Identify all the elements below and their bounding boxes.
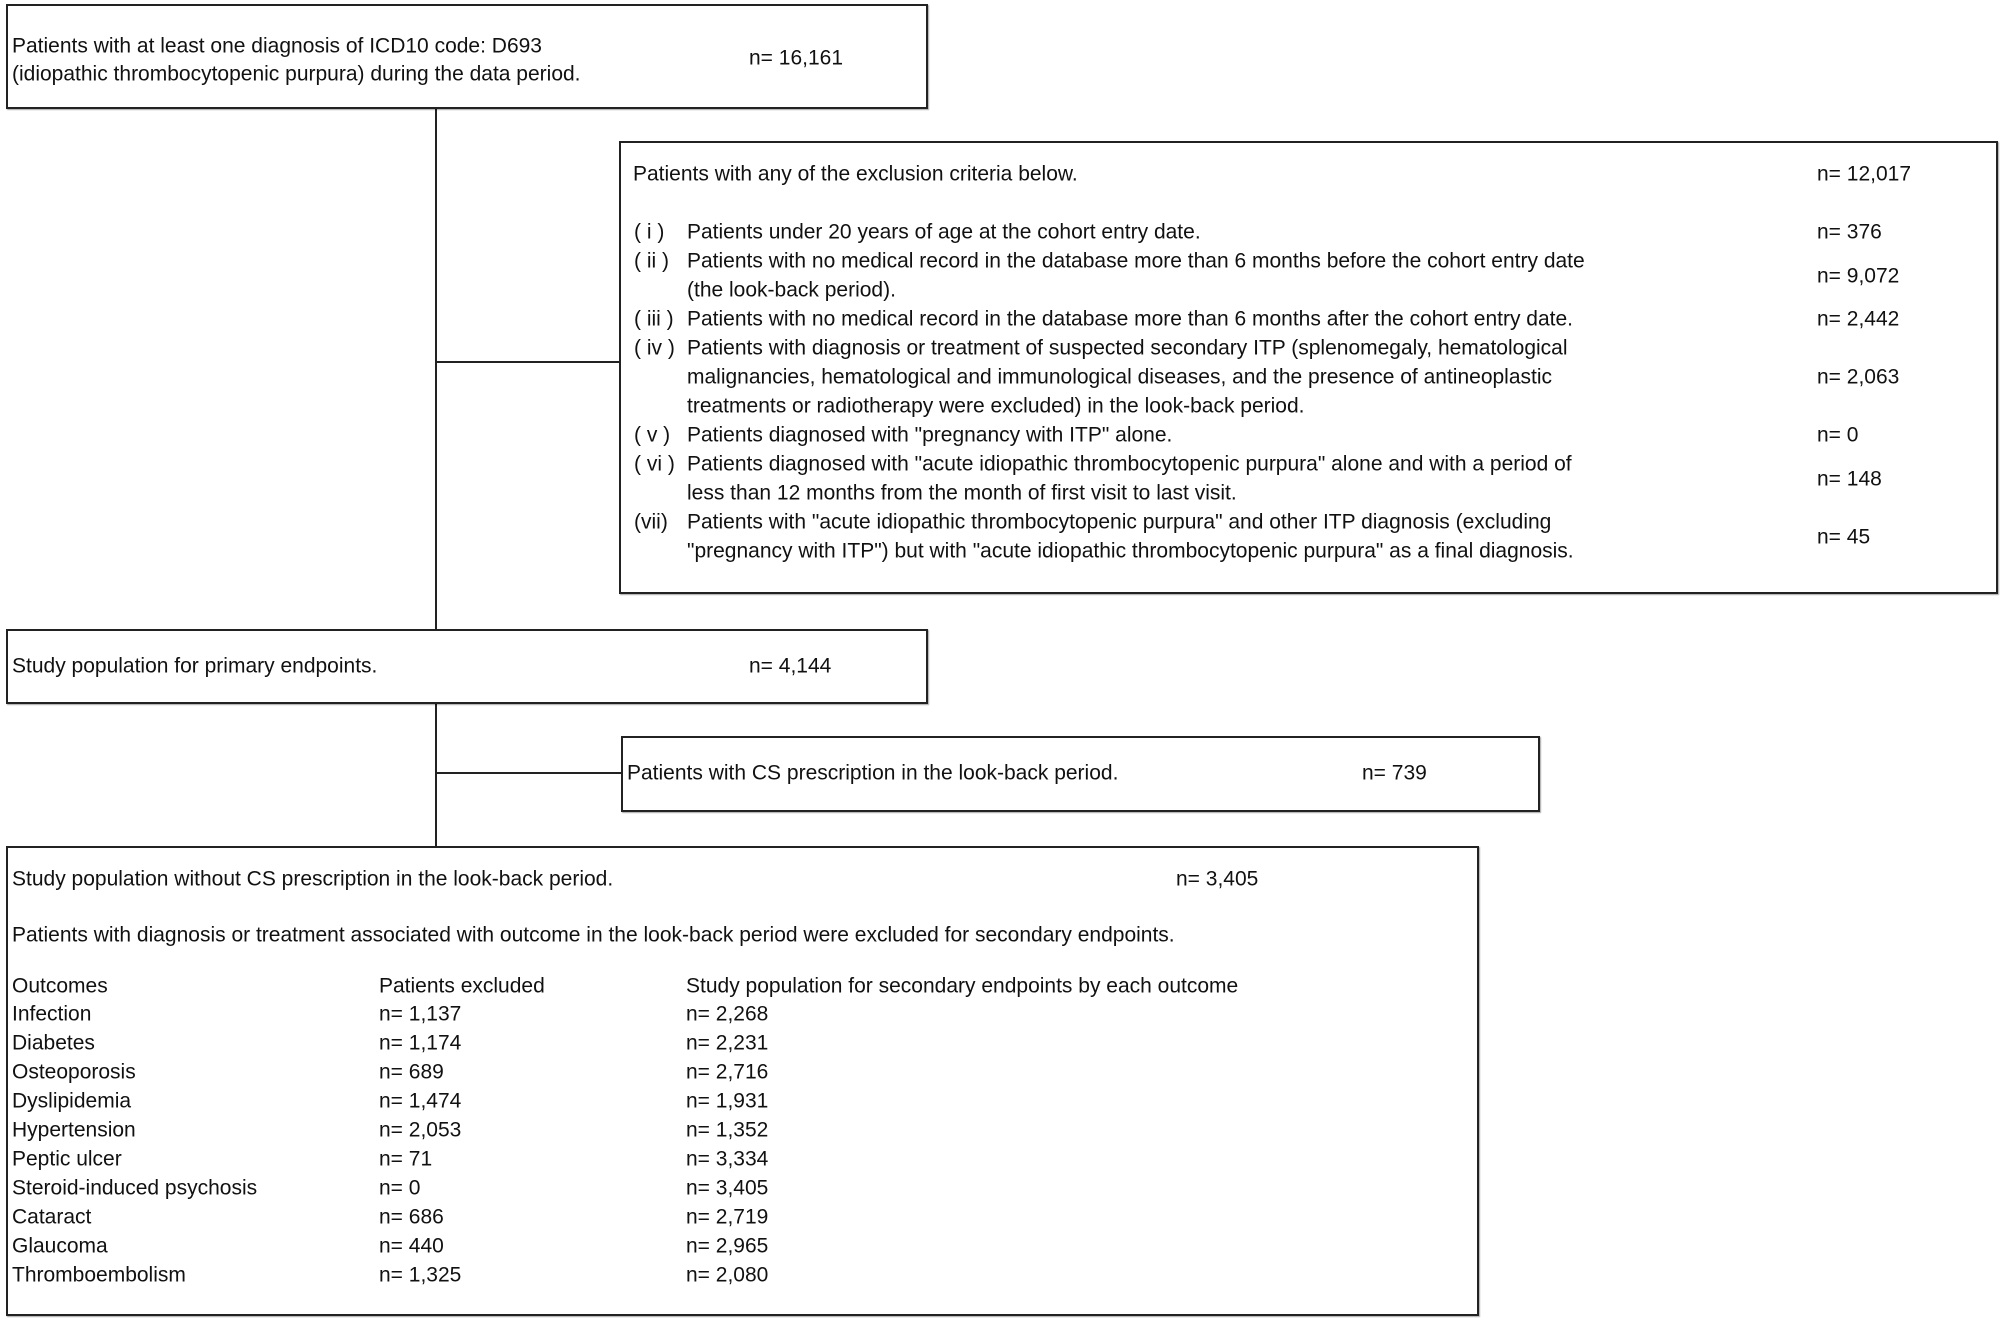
criterion-label: (vii) — [634, 510, 668, 534]
secondary-note: Patients with diagnosis or treatment associated with outcome in the look-back period were excluded for secondary endpoints. — [12, 923, 1175, 947]
criterion-count: n= 2,442 — [1817, 307, 1900, 331]
outcome-name: Steroid-induced psychosis — [12, 1176, 258, 1200]
criterion-text-line: Patients diagnosed with "acute idiopathic thrombocytopenic purpura" alone and with a period of — [687, 452, 1572, 476]
cs-count: n= 739 — [1362, 761, 1427, 785]
cs-prescription-box — [621, 736, 1540, 812]
criterion-count: n= 45 — [1817, 525, 1871, 548]
criterion-text-line: (the look-back period). — [687, 278, 896, 302]
criterion-text-line: less than 12 months from the month of first visit to last visit. — [687, 481, 1237, 505]
outcome-name: Thromboembolism — [12, 1263, 186, 1287]
criterion-label: ( iv ) — [634, 336, 675, 360]
outcome-study-count: n= 2,719 — [686, 1205, 769, 1229]
exclusion-total-count: n= 12,017 — [1817, 162, 1912, 186]
primary-count: n= 4,144 — [749, 654, 832, 678]
connector-to-cs — [435, 772, 622, 774]
exclusion-criteria-box — [619, 141, 1998, 594]
outcome-excluded-count: n= 0 — [379, 1176, 421, 1200]
outcome-excluded-count: n= 1,474 — [379, 1089, 462, 1113]
outcome-study-count: n= 2,231 — [686, 1031, 769, 1055]
outcome-name: Glaucoma — [12, 1234, 108, 1258]
outcome-study-count: n= 2,716 — [686, 1060, 769, 1084]
outcome-name: Osteoporosis — [12, 1060, 136, 1084]
outcome-study-count: n= 1,352 — [686, 1118, 769, 1142]
outcome-excluded-count: n= 1,325 — [379, 1263, 462, 1287]
criterion-text-line: Patients with diagnosis or treatment of suspected secondary ITP (splenomegaly, hematological — [687, 336, 1568, 360]
criterion-text-line: treatments or radiotherapy were excluded) in the look-back period. — [687, 394, 1305, 418]
outcome-name: Infection — [12, 1002, 92, 1026]
criterion-label: ( iii ) — [634, 307, 674, 331]
secondary-title: Study population without CS prescription in the look-back period. — [12, 867, 614, 891]
outcome-excluded-count: n= 2,053 — [379, 1118, 462, 1142]
primary-endpoints-box — [6, 629, 928, 704]
outcome-study-count: n= 3,405 — [686, 1176, 769, 1200]
connector-main-lower — [435, 702, 437, 847]
criterion-label: ( vi ) — [634, 452, 675, 476]
criterion-count: n= 0 — [1817, 423, 1859, 447]
criterion-text-line: malignancies, hematological and immunological diseases, and the presence of antineoplastic — [687, 365, 1553, 389]
criterion-text-line: Patients with no medical record in the database more than 6 months before the cohort entry date — [687, 249, 1585, 273]
initial-line-1: Patients with at least one diagnosis of ICD10 code: D693 — [12, 34, 542, 58]
primary-label: Study population for primary endpoints. — [12, 654, 378, 678]
outcome-study-count: n= 2,965 — [686, 1234, 769, 1258]
outcome-name: Dyslipidemia — [12, 1089, 132, 1113]
criterion-text-line: "pregnancy with ITP") but with "acute idiopathic thrombocytopenic purpura" as a final diagnosis. — [687, 539, 1574, 563]
column-header-excluded: Patients excluded — [379, 974, 545, 998]
criterion-count: n= 376 — [1817, 220, 1882, 244]
initial-line-2: (idiopathic thrombocytopenic purpura) during the data period. — [12, 62, 581, 86]
initial-count: n= 16,161 — [749, 46, 844, 70]
outcome-excluded-count: n= 686 — [379, 1205, 444, 1229]
outcome-excluded-count: n= 1,174 — [379, 1031, 462, 1055]
column-header-outcomes: Outcomes — [12, 974, 108, 998]
outcome-name: Hypertension — [12, 1118, 136, 1142]
outcome-name: Peptic ulcer — [12, 1147, 122, 1171]
outcome-name: Cataract — [12, 1205, 92, 1229]
criterion-label: ( i ) — [634, 220, 665, 244]
outcome-study-count: n= 2,080 — [686, 1263, 769, 1287]
criterion-text-line: Patients diagnosed with "pregnancy with ITP" alone. — [687, 423, 1173, 447]
outcome-excluded-count: n= 440 — [379, 1234, 444, 1258]
column-header-study-population: Study population for secondary endpoints by each outcome — [686, 974, 1239, 998]
outcome-study-count: n= 1,931 — [686, 1089, 769, 1113]
criterion-count: n= 148 — [1817, 467, 1882, 490]
criterion-text-line: Patients with no medical record in the database more than 6 months after the cohort entry date. — [687, 307, 1573, 331]
secondary-endpoints-box — [6, 846, 1479, 1316]
outcome-excluded-count: n= 1,137 — [379, 1002, 462, 1026]
connector-to-exclusion — [435, 361, 620, 363]
secondary-count: n= 3,405 — [1176, 867, 1259, 891]
criterion-label: ( ii ) — [634, 249, 669, 273]
connector-main-upper — [435, 108, 437, 630]
exclusion-header: Patients with any of the exclusion criteria below. — [633, 162, 1078, 186]
criterion-count: n= 2,063 — [1817, 365, 1900, 389]
outcome-name: Diabetes — [12, 1031, 95, 1055]
criterion-count: n= 9,072 — [1817, 264, 1900, 287]
initial-population-box — [6, 4, 928, 109]
outcome-excluded-count: n= 689 — [379, 1060, 444, 1084]
outcome-study-count: n= 3,334 — [686, 1147, 769, 1171]
outcome-excluded-count: n= 71 — [379, 1147, 433, 1171]
cs-label: Patients with CS prescription in the look-back period. — [627, 761, 1119, 785]
criterion-label: ( v ) — [634, 423, 671, 447]
criterion-text-line: Patients with "acute idiopathic thrombocytopenic purpura" and other ITP diagnosis (excluding — [687, 510, 1552, 534]
criterion-text-line: Patients under 20 years of age at the cohort entry date. — [687, 220, 1201, 244]
outcome-study-count: n= 2,268 — [686, 1002, 769, 1026]
